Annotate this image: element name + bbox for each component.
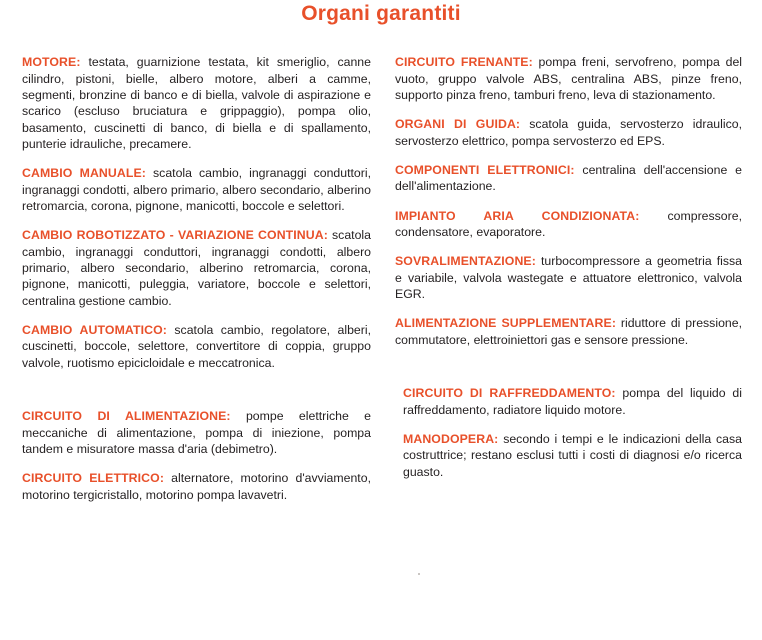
entry-label: CIRCUITO FRENANTE: xyxy=(395,55,533,70)
entry-text: secondo i tempi e le indicazioni della casa costruttrice; restano esclusi tutti i costi di diagnosi e/o ricerca guasto. xyxy=(403,432,742,479)
entry-text: testata, guarnizione testata, kit smeriglio, canne cilindro, pistoni, bielle, albero motore, alberi a camme, segmenti, bronzine di banco e di biella, valvole di aspirazione e scarico (escluso bruciatura e grippaggio), pompa olio, basamento, cuscinetti di banco, di biella e di spallamento, punterie idrauliche, precamere. xyxy=(22,55,371,152)
list-item xyxy=(395,431,742,480)
list-item xyxy=(395,253,742,302)
list-item xyxy=(395,208,742,241)
list-item xyxy=(22,54,371,152)
two-column-layout xyxy=(0,42,762,503)
list-item xyxy=(22,227,371,309)
list-item xyxy=(395,385,742,418)
entry-label: CAMBIO MANUALE: xyxy=(22,166,146,181)
entry-text: pompa del liquido di raffreddamento, radiatore liquido motore. xyxy=(403,386,742,417)
entry-text: compressore, condensatore, evaporatore. xyxy=(395,208,742,240)
list-item xyxy=(22,408,371,457)
entry-label: CIRCUITO ELETTRICO: xyxy=(22,471,165,486)
entry-label: ALIMENTAZIONE SUPPLEMENTARE: xyxy=(395,316,617,331)
entry-text: scatola cambio, regolatore, alberi, cuscinetti, boccole, selettore, convertitore di coppia, gruppo valvole, ruotismo epicicloidale e meccatronica. xyxy=(22,323,372,370)
list-item xyxy=(395,162,742,195)
page-mark xyxy=(418,573,420,575)
entry-text: pompe elettriche e meccaniche di alimentazione, pompa di iniezione, pompa tandem e misuratore massa d'aria (debimetro). xyxy=(22,409,371,457)
column-spacer xyxy=(22,384,371,396)
list-item xyxy=(395,116,742,149)
entry-text: riduttore di pressione, commutatore, elettroiniettori gas e sensore pressione. xyxy=(395,316,742,347)
entry-label: CIRCUITO DI RAFFREDDAMENTO: xyxy=(403,386,616,401)
entry-text: scatola cambio, ingranaggi conduttori, ingranaggi condotti, albero primario, albero secondario, alberino retromarcia, corona, pignone, manicotti, boccole e selettori. xyxy=(22,166,371,214)
list-item xyxy=(22,470,371,503)
list-item xyxy=(395,315,742,348)
entry-label: COMPONENTI ELETTRONICI: xyxy=(395,163,575,178)
entry-label: SOVRALIMENTAZIONE: xyxy=(395,254,536,269)
entry-text: scatola guida, servosterzo idraulico, servosterzo elettrico, pompa servosterzo ed EPS. xyxy=(395,117,742,148)
entry-label: CAMBIO ROBOTIZZATO - VARIAZIONE CONTINUA: xyxy=(22,228,328,243)
left-column xyxy=(22,42,371,503)
entry-label: MOTORE: xyxy=(22,55,81,70)
entry-text: pompa freni, servofreno, pompa del vuoto, gruppo valvole ABS, centralina ABS, pinze freno, supporto pinza freno, tamburi freno, leva di stazionamento. xyxy=(395,55,743,102)
right-column xyxy=(395,42,742,480)
entry-text: turbocompressore a geometria fissa e variabile, valvola wastegate e attuatore elettronico, valvola EGR. xyxy=(395,254,742,302)
list-item xyxy=(22,165,371,214)
list-item xyxy=(395,54,742,103)
entry-label: MANODOPERA: xyxy=(403,432,499,447)
entry-label: IMPIANTO ARIA CONDIZIONATA: xyxy=(395,208,640,223)
entry-label: CIRCUITO DI ALIMENTAZIONE: xyxy=(22,409,231,424)
entry-text: centralina dell'accensione e dell'alimentazione. xyxy=(395,163,742,194)
page-title: Organi garantiti xyxy=(301,2,461,25)
entry-label: CAMBIO AUTOMATICO: xyxy=(22,323,167,338)
list-item xyxy=(22,322,371,371)
entry-text: scatola cambio, ingranaggi conduttori, ingranaggi condotti, albero primario, albero secondario, alberino retromarcia, corona, pignone, manicotti, puleggia, variatore, boccole e selettori, centralina gestione cambio. xyxy=(22,228,371,308)
column-spacer xyxy=(395,361,742,373)
entry-text: alternatore, motorino d'avviamento, motorino tergicristallo, motorino pompa lavavetri. xyxy=(22,471,371,502)
entry-label: ORGANI DI GUIDA: xyxy=(395,117,521,132)
